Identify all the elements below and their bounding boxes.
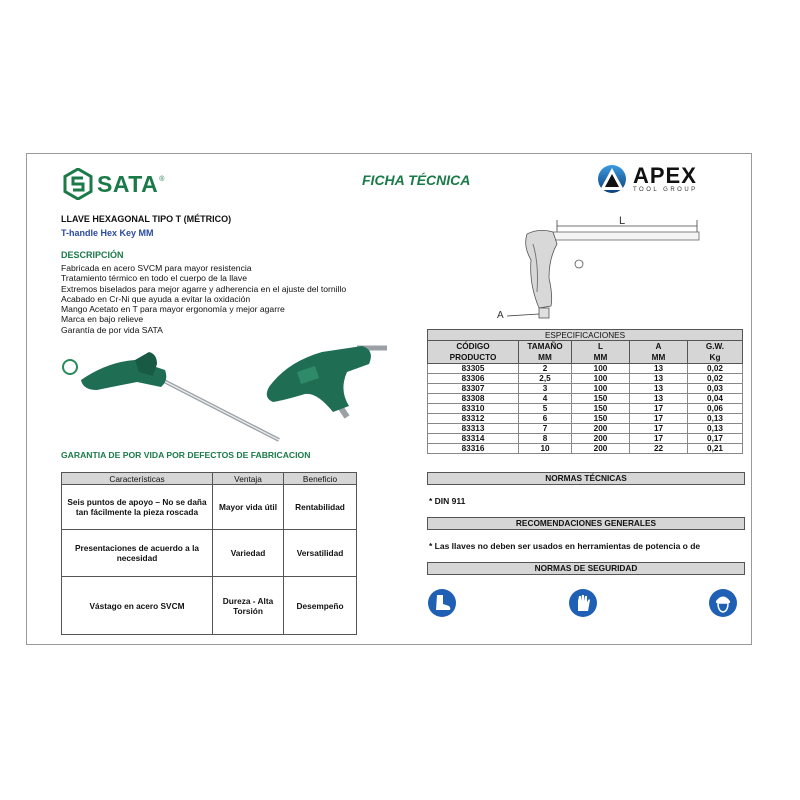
table-cell: 83313 (428, 424, 519, 434)
table-cell: 83305 (428, 364, 519, 374)
table-cell: Vástago en acero SVCM (62, 577, 213, 635)
table-cell: 0,13 (688, 424, 743, 434)
table-cell: 17 (630, 414, 688, 424)
features-header: Ventaja (213, 473, 284, 485)
table-cell: 200 (572, 444, 630, 454)
table-cell: 13 (630, 394, 688, 404)
ring-icon (63, 360, 77, 374)
dimension-diagram (487, 214, 707, 324)
table-cell: Mayor vida útil (213, 485, 284, 530)
table-cell: 83310 (428, 404, 519, 414)
table-cell: 83306 (428, 374, 519, 384)
recomendaciones-text: * Las llaves no deben ser usados en herramientas de potencia o de (429, 541, 701, 551)
table-cell: 200 (572, 424, 630, 434)
normas-tecnicas-text: * DIN 911 (429, 496, 466, 506)
partner-name: APEX (633, 162, 697, 188)
apex-logo (595, 164, 698, 194)
table-cell: 0,04 (688, 394, 743, 404)
table-row (62, 485, 357, 530)
recomendaciones-heading: RECOMENDACIONES GENERALES (427, 517, 745, 530)
table-row (428, 414, 743, 424)
table-cell: 0,03 (688, 384, 743, 394)
specs-header: G.W. (688, 341, 743, 353)
table-cell: 22 (630, 444, 688, 454)
safety-boots-icon (428, 589, 456, 617)
length-label: L (619, 215, 626, 227)
table-cell: Variedad (213, 530, 284, 577)
table-cell: 17 (630, 424, 688, 434)
table-cell: 0,02 (688, 374, 743, 384)
table-cell: 4 (519, 394, 572, 404)
description-list (61, 263, 346, 335)
table-cell: 83312 (428, 414, 519, 424)
product-photo (57, 342, 387, 447)
description-item: Extremos biselados para mejor agarre y adherencia en el ajuste del tornillo (61, 283, 347, 294)
table-row (428, 424, 743, 434)
table-cell: 83308 (428, 394, 519, 404)
specs-header: MM (572, 352, 630, 364)
features-header: Características (62, 473, 213, 485)
technical-sheet (26, 153, 752, 645)
table-cell: 200 (572, 434, 630, 444)
registered-mark: ® (159, 175, 165, 183)
hex-key-large (267, 346, 387, 417)
normas-tecnicas-heading: NORMAS TÉCNICAS (427, 472, 745, 485)
table-row (428, 364, 743, 374)
brand-name: SATA (97, 170, 159, 197)
table-cell: 5 (519, 404, 572, 414)
size-label: A (497, 310, 504, 321)
sata-logo (63, 168, 164, 200)
features-header: Beneficio (284, 473, 357, 485)
product-subtitle: T-handle Hex Key MM (61, 228, 154, 238)
table-cell: 0,02 (688, 364, 743, 374)
table-cell: Versatilidad (284, 530, 357, 577)
table-cell: 3 (519, 384, 572, 394)
table-cell: 17 (630, 434, 688, 444)
table-cell: 0,06 (688, 404, 743, 414)
page-title: FICHA TÉCNICA (362, 172, 471, 188)
table-cell: 83307 (428, 384, 519, 394)
table-cell: 6 (519, 414, 572, 424)
specs-header: CÓDIGO (428, 341, 519, 353)
table-cell: 2 (519, 364, 572, 374)
table-cell: 0,21 (688, 444, 743, 454)
specs-header: PRODUCTO (428, 352, 519, 364)
table-cell: Dureza - Alta Torsión (213, 577, 284, 635)
apex-globe-icon (595, 164, 629, 194)
table-row (62, 577, 357, 635)
table-cell: 7 (519, 424, 572, 434)
specs-header: TAMAÑO (519, 341, 572, 353)
table-cell: 100 (572, 364, 630, 374)
description-item: Fabricada en acero SVCM para mayor resistencia (61, 263, 252, 273)
table-cell: Seis puntos de apoyo – No se daña tan fácilmente la pieza roscada (62, 485, 213, 530)
table-cell: 13 (630, 384, 688, 394)
specs-header: Kg (688, 352, 743, 364)
table-cell: 17 (630, 404, 688, 414)
gloves-icon (569, 589, 597, 617)
table-cell: 10 (519, 444, 572, 454)
table-row (428, 384, 743, 394)
table-cell: Presentaciones de acuerdo a la necesidad (62, 530, 213, 577)
table-row (428, 374, 743, 384)
description-item: Acabado en Cr-Ni que ayuda a evitar la oxidación (61, 293, 251, 304)
table-cell: 0,17 (688, 434, 743, 444)
features-table (61, 472, 357, 635)
table-row (428, 444, 743, 454)
table-cell: 83316 (428, 444, 519, 454)
table-cell: 13 (630, 364, 688, 374)
table-row (428, 394, 743, 404)
specs-header: MM (519, 352, 572, 364)
specs-caption: ESPECIFICACIONES (428, 330, 743, 341)
table-cell: 8 (519, 434, 572, 444)
table-cell: Desempeño (284, 577, 357, 635)
table-row (428, 404, 743, 414)
face-shield-icon (709, 589, 737, 617)
description-item: Mango Acetato en T para mayor ergonomía y mejor agarre (61, 304, 285, 315)
description-item: Tratamiento térmico en todo el cuerpo de la llave (61, 273, 247, 284)
specs-header: L (572, 341, 630, 353)
table-cell: 100 (572, 384, 630, 394)
description-item: Garantía de por vida SATA (61, 324, 163, 335)
table-cell: 100 (572, 374, 630, 384)
table-row (428, 434, 743, 444)
specs-header: A (630, 341, 688, 353)
table-row (62, 530, 357, 577)
seguridad-heading: NORMAS DE SEGURIDAD (427, 562, 745, 575)
description-item: Marca en bajo relieve (61, 314, 144, 325)
warranty-text: GARANTIA DE POR VIDA POR DEFECTOS DE FABRICACION (61, 450, 311, 460)
partner-subtitle: TOOL GROUP (633, 186, 698, 193)
table-cell: 150 (572, 414, 630, 424)
table-cell: 150 (572, 394, 630, 404)
table-cell: 150 (572, 404, 630, 414)
table-cell: 13 (630, 374, 688, 384)
table-cell: 83314 (428, 434, 519, 444)
table-cell: 2,5 (519, 374, 572, 384)
table-cell: 0,13 (688, 414, 743, 424)
product-title: LLAVE HEXAGONAL TIPO T (MÉTRICO) (61, 214, 232, 224)
table-cell: Rentabilidad (284, 485, 357, 530)
specs-table (427, 329, 743, 454)
sata-hexagon-icon (63, 168, 93, 200)
specs-header: MM (630, 352, 688, 364)
description-heading: DESCRIPCIÓN (61, 250, 124, 260)
hex-key-small (81, 352, 279, 440)
